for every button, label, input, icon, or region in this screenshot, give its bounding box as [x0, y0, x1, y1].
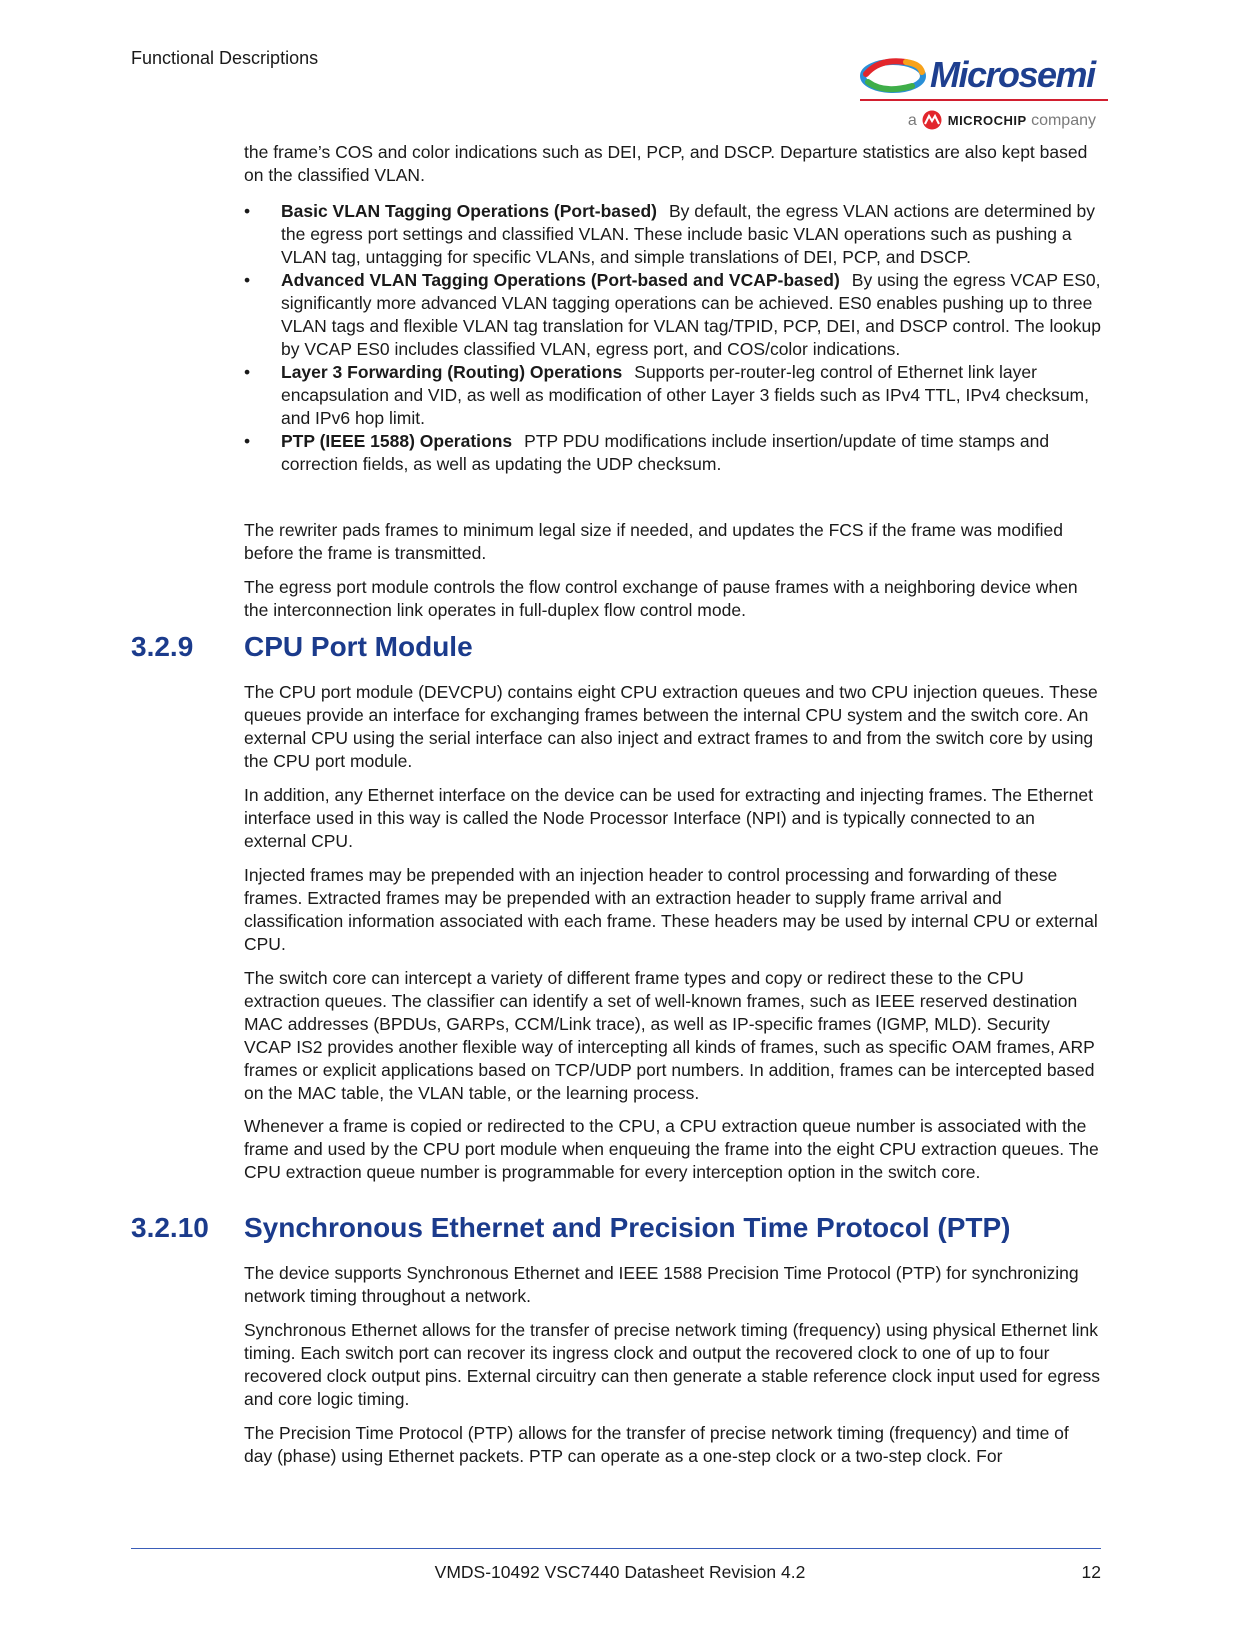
footer-doc-id: VMDS-10492 VSC7440 Datasheet Revision 4.2 — [434, 1562, 806, 1582]
list-item-text: Supports per-router-leg control of Ethernet link layer encapsulation and VID, as well as modification of other Layer 3 fields such as IPv4 TTL, IPv4 checksum, and IPv6 hop limit. — [281, 362, 1089, 428]
list-item-lead: Basic VLAN Tagging Operations (Port-based) — [281, 201, 657, 221]
tagline-prefix: a — [907, 112, 917, 129]
logo-wordmark: Microsemi — [930, 54, 1095, 95]
footer-divider — [131, 1548, 1101, 1549]
bullet-icon: • — [244, 362, 251, 382]
cpu-paragraph: In addition, any Ethernet interface on the device can be used for extracting and injecting frames. The Ethernet interface used in this way is called the Node Processor Interface (NPI) and is typically connected to an external CPU. — [244, 785, 1093, 851]
cpu-paragraph: Whenever a frame is copied or redirected to the CPU, a CPU extraction queue number is associated with the frame and used by the CPU port module when enqueuing the frame into the eight CPU extraction queues. The CPU extraction queue number is programmable for every interception option in the switch core. — [244, 1116, 1099, 1182]
intro-paragraph: the frame’s COS and color indications such as DEI, PCP, and DSCP. Departure statistics are also kept based on the classified VLAN. — [244, 142, 1088, 185]
ptp-paragraph: The Precision Time Protocol (PTP) allows for the transfer of precise network timing (frequency) and time of day (phase) using Ethernet packets. PTP can operate as a one-step clock or a two-step clock. For — [244, 1423, 1069, 1466]
list-item-text: PTP PDU modifications include insertion/update of time stamps and correction fields, as well as updating the UDP checksum. — [281, 431, 1050, 474]
list-item-text: By using the egress VCAP ES0, significantly more advanced VLAN tagging operations can be achieved. ES0 enables pushing up to three VLAN tags and flexible VLAN tag translation for VLAN tag/TPID, PCP, DEI, and DSCP control. The lookup by VCAP ES0 includes classified VLAN, egress port, and COS/color indications. — [281, 270, 1102, 359]
bullet-icon: • — [244, 270, 251, 290]
page-number: 12 — [1081, 1562, 1101, 1582]
running-header: Functional Descriptions — [131, 48, 319, 68]
microsemi-logo — [860, 52, 1108, 136]
logo-tagline — [908, 110, 1096, 130]
section-number: 3.2.9 — [131, 631, 194, 662]
list-item-lead: Layer 3 Forwarding (Routing) Operations — [281, 362, 623, 382]
ptp-paragraph: The device supports Synchronous Ethernet and IEEE 1588 Precision Time Protocol (PTP) for synchronizing network timing throughout a network. — [244, 1263, 1079, 1306]
cpu-paragraph: The switch core can intercept a variety of different frame types and copy or redirect these to the CPU extraction queues. The classifier can identify a set of well-known frames, such as IEEE reserved destination MAC addresses (BPDUs, GARPs, CCM/Link trace), as well as IP-specific frames (IGMP, MLD). Security VCAP IS2 provides another flexible way of intercepting all kinds of frames, such as specific OAM frames, ARP frames or explicit applications based on TCP/UDP port numbers. In addition, frames can be intercepted based on the MAC table, the VLAN table, or the learning process. — [244, 968, 1095, 1103]
bullet-icon: • — [244, 201, 251, 221]
list-item — [244, 430, 1101, 476]
list-item-lead: PTP (IEEE 1588) Operations — [281, 431, 513, 451]
cpu-paragraph: Injected frames may be prepended with an injection header to control processing and forwarding of these frames. Extracted frames may be prepended with an extraction header to supply frame arrival and classification information associated with each frame. These headers may be used by internal CPU or external CPU. — [244, 865, 1098, 954]
section-number: 3.2.10 — [131, 1212, 209, 1243]
list-item-lead: Advanced VLAN Tagging Operations (Port-based and VCAP-based) — [281, 270, 840, 290]
logo-divider — [860, 99, 1108, 101]
egress-paragraph: The egress port module controls the flow control exchange of pause frames with a neighboring device when the interconnection link operates in full-duplex flow control mode. — [244, 577, 1078, 620]
section-title: Synchronous Ethernet and Precision Time Protocol (PTP) — [244, 1212, 1011, 1243]
cpu-paragraph: The CPU port module (DEVCPU) contains eight CPU extraction queues and two CPU injection queues. These queues provide an interface for exchanging frames between the internal CPU system and the switch core. An external CPU using the serial interface can also inject and extract frames to and from the switch core by using the CPU port module. — [244, 682, 1098, 771]
list-item-text: By default, the egress VLAN actions are determined by the egress port settings and classified VLAN. These include basic VLAN operations such as pushing a VLAN tag, untagging for specific VLANs, and simple translations of DEI, PCP, and DSCP. — [281, 201, 1096, 267]
microsemi-swirl-icon — [860, 52, 926, 98]
ptp-paragraph: Synchronous Ethernet allows for the transfer of precise network timing (frequency) using physical Ethernet link timing. Each switch port can recover its ingress clock and output the recovered clock to one of up to four recovered clock output pins. External circuitry can then generate a stable reference clock input used for egress and core logic timing. — [244, 1320, 1101, 1409]
list-item — [244, 269, 1101, 361]
bullet-icon: • — [244, 431, 251, 451]
microchip-icon — [921, 110, 943, 130]
egress-operations-list — [244, 200, 1101, 476]
rewriter-paragraph: The rewriter pads frames to minimum legal size if needed, and updates the FCS if the frame was modified before the frame is transmitted. — [244, 520, 1063, 563]
tagline-company: MICROCHIP — [947, 113, 1027, 128]
list-item — [244, 361, 1101, 430]
section-title: CPU Port Module — [244, 631, 473, 662]
list-item — [244, 200, 1101, 269]
tagline-suffix: company — [1031, 112, 1096, 129]
